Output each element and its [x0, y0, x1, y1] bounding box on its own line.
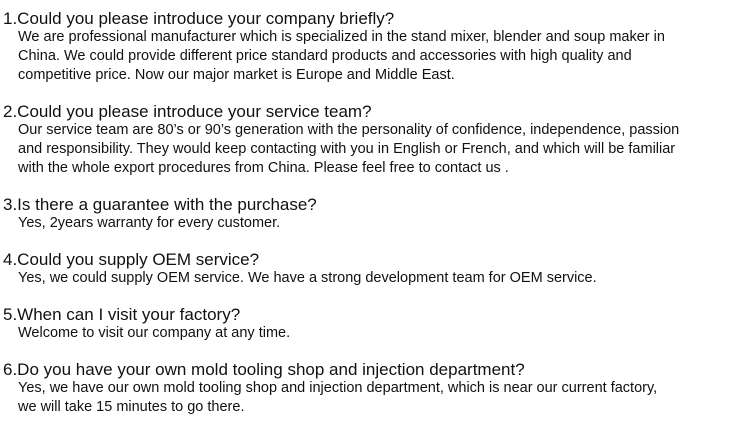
- faq-question: 3.Is there a guarantee with the purchase?: [3, 195, 317, 214]
- faq-item-visit: [3, 305, 748, 343]
- faq-item-company: [3, 9, 748, 85]
- faq-question: 5.When can I visit your factory?: [3, 305, 241, 324]
- faq-question: 4.Could you supply OEM service?: [3, 250, 260, 269]
- faq-answer: Welcome to visit our company at any time.: [18, 325, 291, 341]
- faq-answer: Yes, we have our own mold tooling shop and injection department, which is near our current factory, we will take 15 minutes to go there.: [18, 380, 658, 415]
- faq-item-guarantee: [3, 195, 748, 233]
- faq-question: 2.Could you please introduce your service team?: [3, 102, 372, 121]
- faq-answer: Yes, 2years warranty for every customer.: [18, 215, 281, 231]
- faq-answer: We are professional manufacturer which is specialized in the stand mixer, blender and soup maker in China. We could provide different price standard products and accessories with high quality and competitive price. Now our major market is Europe and Middle East.: [18, 29, 665, 83]
- faq-item-oem: [3, 250, 748, 288]
- faq-answer: Yes, we could supply OEM service. We have a strong development team for OEM service.: [18, 270, 597, 286]
- faq-list: [3, 9, 748, 434]
- faq-item-service-team: [3, 102, 748, 178]
- faq-question: 1.Could you please introduce your company briefly?: [3, 9, 395, 28]
- faq-question: 6.Do you have your own mold tooling shop and injection department?: [3, 360, 525, 379]
- faq-answer: Our service team are 80’s or 90’s generation with the personality of confidence, independence, passion and responsibility. They would keep contacting with you in English or French, and which will be familiar with the whole export procedures from China. Please feel free to contact us .: [18, 122, 680, 176]
- faq-item-tooling: [3, 360, 748, 417]
